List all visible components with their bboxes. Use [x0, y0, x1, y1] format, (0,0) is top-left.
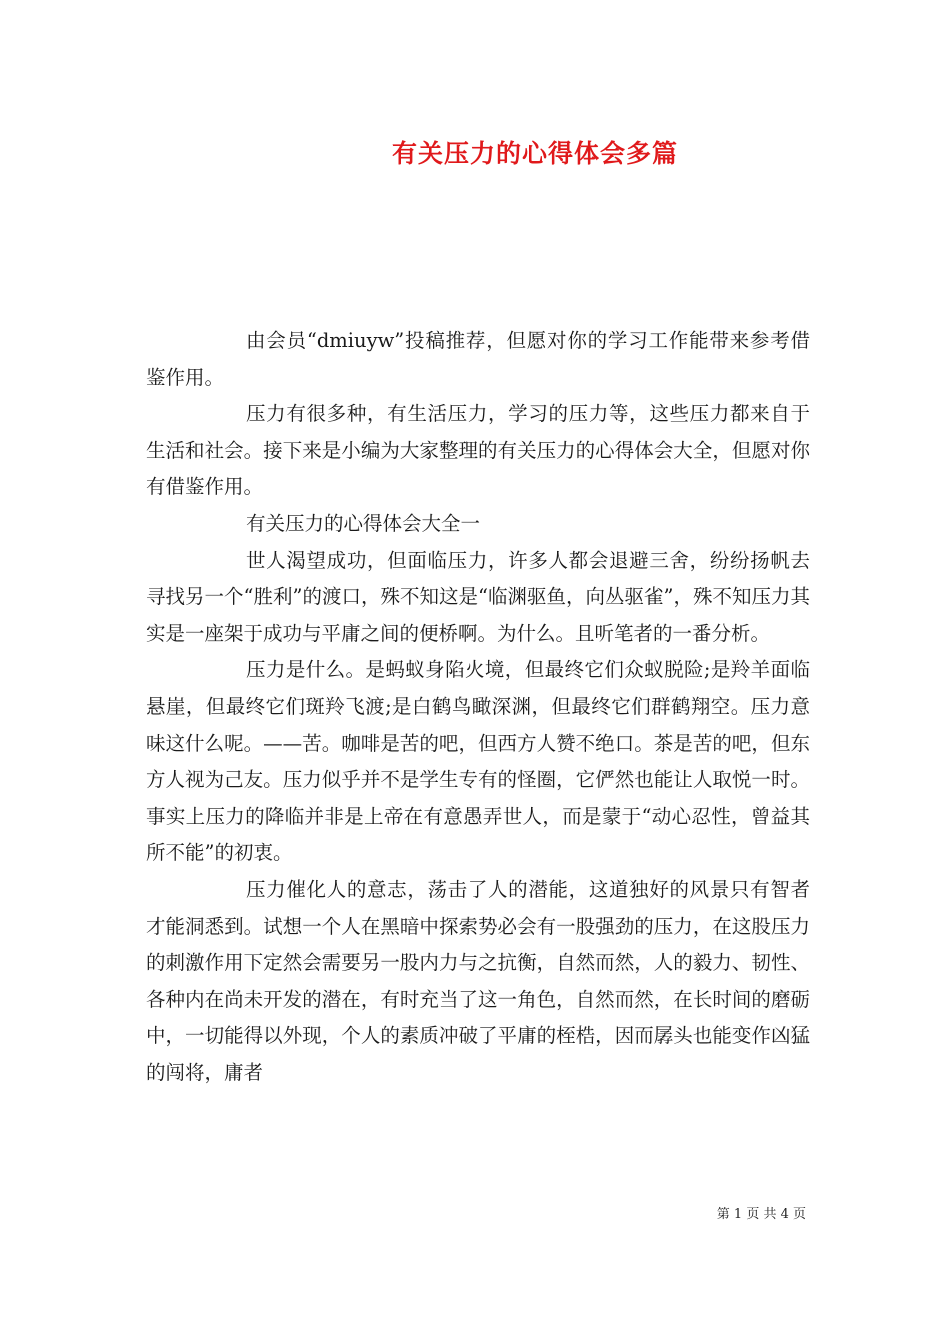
document-body — [146, 323, 810, 1091]
section-heading: 有关压力的心得体会大全一 — [246, 511, 481, 535]
page-number: 第 1 页 共 4 页 — [716, 1207, 806, 1222]
paragraph-intro: 由会员“dmiuyw”投稿推荐，但愿对你的学习工作能带来参考借鉴作用。 — [146, 329, 810, 389]
paragraph-pressure-catalyst: 压力催化人的意志，荡击了人的潜能，这道独好的风景只有智者才能洞悉到。试想一个人在黑暗中探索势必会有一股强劲的压力，在这股压力的刺激作用下定然会需要另一股内力与之抗衡，自然而然，人的毅力、韧性、各种内在尚未开发的潜在，有时充当了这一角色，自然而然，在长时间的磨砺中，一切能得以外现，个人的素质冲破了平庸的桎梏，因而孱头也能变作凶猛的闯将，庸者 — [146, 877, 810, 1084]
paragraph-success: 世人渴望成功，但面临压力，许多人都会退避三舍，纷纷扬帆去寻找另一个“胜利”的渡口，殊不知这是“临渊驱鱼，向丛驱雀”，殊不知压力其实是一座架于成功与平庸之间的便桥啊。为什么。且听笔者的一番分析。 — [146, 548, 810, 645]
paragraph-what-is-pressure: 压力是什么。是蚂蚁身陷火境，但最终它们众蚁脱险;是羚羊面临悬崖，但最终它们斑羚飞渡;是白鹤鸟瞰深渊，但最终它们群鹤翔空。压力意味这什么呢。——苦。咖啡是苦的吧，但西方人赞不绝口。茶是苦的吧，但东方人视为己友。压力似乎并不是学生专有的怪圈，它俨然也能让人取悦一时。事实上压力的降临并非是上帝在有意愚弄世人，而是蒙于“动心忍性，曾益其所不能”的初衷。 — [146, 658, 810, 865]
document-title: 有关压力的心得体会多篇 — [391, 139, 678, 168]
paragraph-overview: 压力有很多种，有生活压力，学习的压力等，这些压力都来自于生活和社会。接下来是小编为大家整理的有关压力的心得体会大全，但愿对你有借鉴作用。 — [146, 402, 810, 499]
